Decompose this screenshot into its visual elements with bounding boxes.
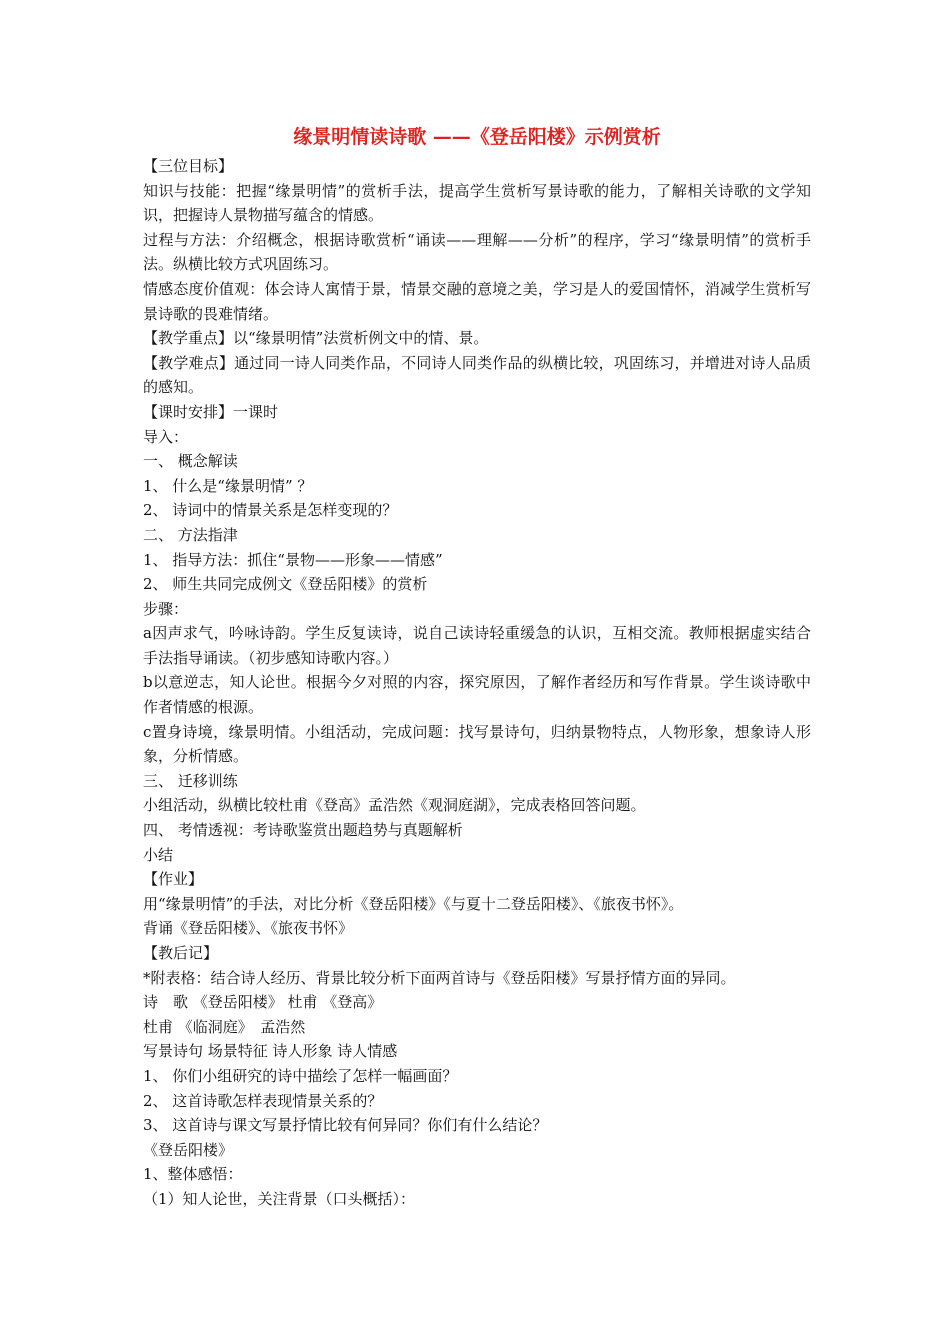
step-a: a因声求气，吟咏诗韵。学生反复读诗，说自己读诗轻重缓急的认识，互相交流。教师根据虚实结合手法指导诵读。（初步感知诗歌内容。） <box>143 624 811 667</box>
goal-emotion-values: 情感态度价值观：体会诗人寓情于景，情景交融的意境之美，学习是人的爱国情怀，消减学生赏析写景诗歌的畏难情绪。 <box>143 279 811 323</box>
class-schedule: 【课时安排】一课时 <box>143 402 279 421</box>
part-three-heading: 三、 迁移训练 <box>143 771 238 790</box>
part-two-item-2: 2、 师生共同完成例文《登岳阳楼》的赏析 <box>143 575 428 594</box>
step-c: c置身诗境，缘景明情。小组活动，完成问题：找写景诗句，归纳景物特点，人物形象，想象诗人形象，分析情感。 <box>143 722 811 766</box>
part-one-heading: 一、 概念解读 <box>143 452 238 471</box>
part-three-text: 小组活动，纵横比较杜甫《登高》孟浩然《观洞庭湖》，完成表格回答问题。 <box>143 796 646 815</box>
part-one-item-2: 2、 诗词中的情景关系是怎样变现的？ <box>143 501 398 520</box>
summary-label: 小结 <box>143 845 174 864</box>
part-two-heading: 二、 方法指津 <box>143 525 238 544</box>
post-teaching-notes-heading: 【教后记】 <box>143 944 219 962</box>
part-two-item-1: 1、 指导方法：抓住“景物——形象——情感” <box>143 550 443 569</box>
steps-label: 步骤： <box>143 599 189 618</box>
homework-item-1: 用“缘景明情”的手法，对比分析《登岳阳楼》《与夏十二登岳阳楼》、《旅夜书怀》。 <box>143 894 684 913</box>
homework-item-2: 背诵《登岳阳楼》、《旅夜书怀》 <box>143 919 354 938</box>
step-b: b以意逆志，知人论世。根据今夕对照的内容，探究原因，了解作者经历和写作背景。学生谈诗歌中作者情感的根源。 <box>143 673 811 717</box>
introduction-label: 导入： <box>143 427 189 446</box>
question-3: 3、 这首诗与课文写景抒情比较有何异同？你们有什么结论？ <box>143 1116 548 1135</box>
table-row-headers: 写景诗句 场景特征 诗人形象 诗人情感 <box>143 1042 398 1061</box>
section-heading-goals: 【三位目标】 <box>143 157 234 175</box>
overall-perception: 1、整体感悟： <box>143 1165 243 1184</box>
document-page <box>143 120 811 1212</box>
background-note: （1）知人论世，关注背景（口头概括）： <box>143 1189 416 1208</box>
appendix-table-intro: *附表格：结合诗人经历、背景比较分析下面两首诗与《登岳阳楼》写景抒情方面的异同。 <box>143 968 736 987</box>
question-1: 1、 你们小组研究的诗中描绘了怎样一幅画面？ <box>143 1066 458 1085</box>
poem-title: 《登岳阳楼》 <box>143 1140 234 1159</box>
teaching-focus: 【教学重点】以“缘景明情”法赏析例文中的情、景。 <box>143 329 489 348</box>
question-2: 2、 这首诗歌怎样表现情景关系的？ <box>143 1091 383 1110</box>
document-title: 缘景明情读诗歌 ——《登岳阳楼》示例赏析 <box>293 126 661 148</box>
part-one-item-1: 1、 什么是“缘景明情” ？ <box>143 476 313 495</box>
homework-heading: 【作业】 <box>143 870 204 889</box>
goal-process-method: 过程与方法：介绍概念，根据诗歌赏析“诵读——理解——分析”的程序，学习“缘景明情”的赏析手法。纵横比较方式巩固练习。 <box>143 230 811 274</box>
table-row-poets: 杜甫 《临洞庭》 孟浩然 <box>143 1017 306 1036</box>
goal-knowledge-skills: 知识与技能：把握“缘景明情”的赏析手法，提高学生赏析写景诗歌的能力，了解相关诗歌的文学知识，把握诗人景物描写蕴含的情感。 <box>143 181 811 225</box>
teaching-difficulty: 【教学难点】通过同一诗人同类作品，不同诗人同类作品的纵横比较，巩固练习，并增进对诗人品质的感知。 <box>143 353 811 397</box>
part-four-heading: 四、 考情透视：考诗歌鉴赏出题趋势与真题解析 <box>143 821 463 840</box>
table-row-poems: 诗 歌 《登岳阳楼》 杜甫 《登高》 <box>143 993 383 1012</box>
